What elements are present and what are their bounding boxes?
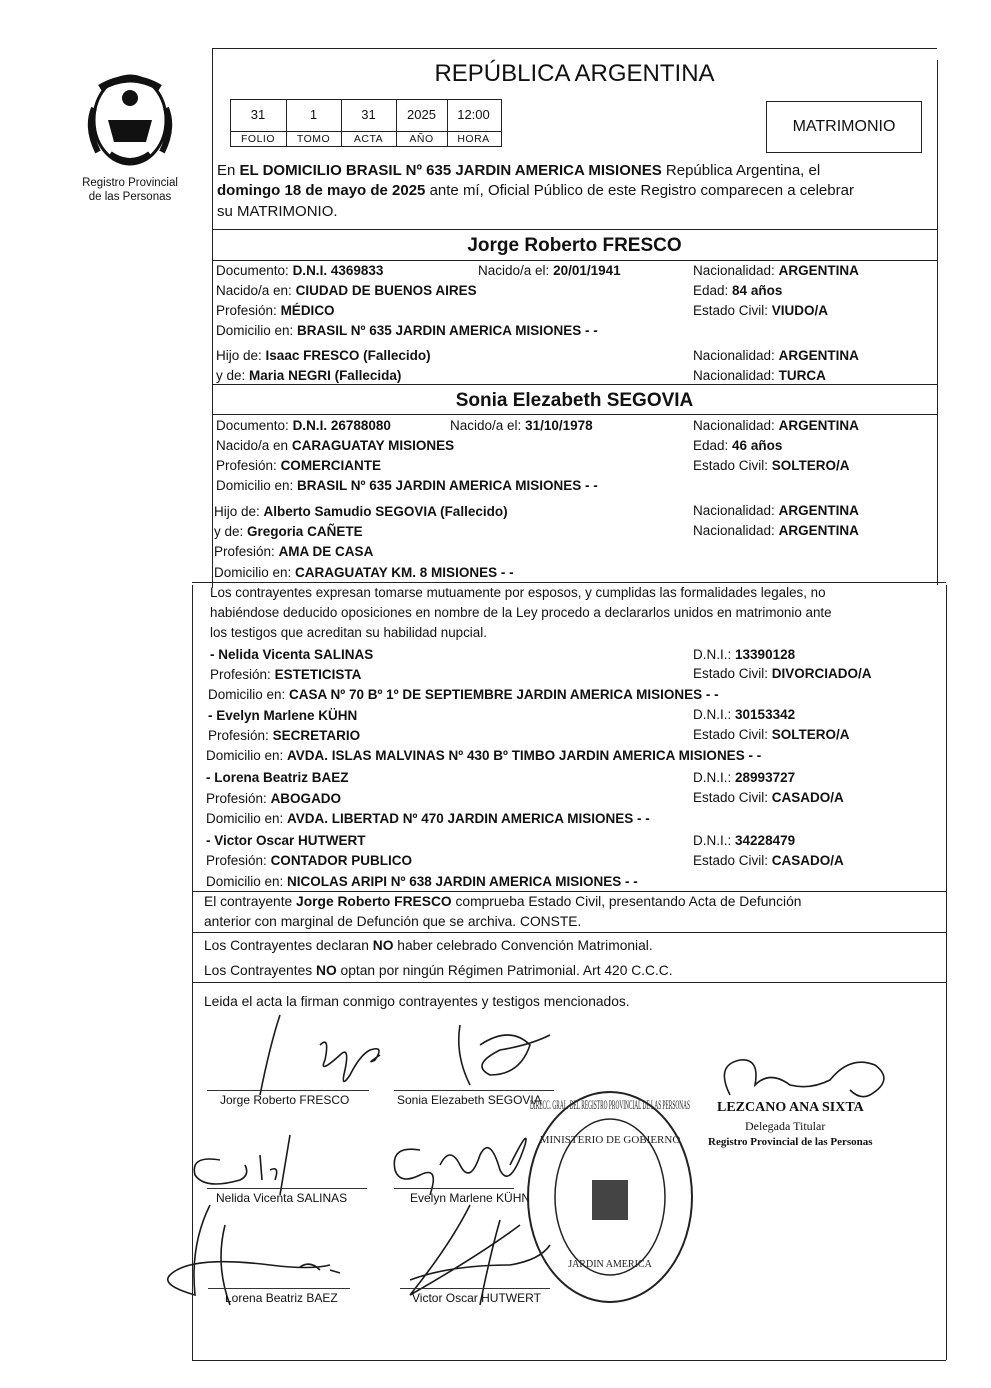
note-estado-civil-1: El contrayente Jorge Roberto FRESCO comprueba Estado Civil, presentando Acta de Defunción <box>204 894 802 909</box>
signature-line <box>394 1188 514 1189</box>
spouse2-name: Sonia Elezabeth SEGOVIA <box>455 390 694 411</box>
spouse2-madre-nac: Nacionalidad: ARGENTINA <box>693 523 859 538</box>
signature-witness2: Evelyn Marlene KÜHN <box>410 1191 531 1205</box>
record-table-divider <box>230 131 501 132</box>
acta-value: 31 <box>361 107 376 122</box>
spouse2-profesion: Profesión: COMERCIANTE <box>216 458 382 473</box>
declaration-line-1: Los contrayentes expresan tomarse mutuamente por esposos, y cumplidas las formalidades legales, no <box>210 585 826 600</box>
official-role: Delegada Titular <box>745 1119 826 1133</box>
note-estado-civil-2: anterior con marginal de Defunción que se archiva. CONSTE. <box>204 914 582 929</box>
frame-left-top <box>212 48 213 588</box>
spouse1-nacido-el: Nacido/a el: 20/01/1941 <box>478 263 621 278</box>
frame-top <box>212 48 937 49</box>
divider <box>192 982 946 983</box>
registry-round-stamp-icon <box>520 1085 700 1310</box>
signature-witness1: Nelida Vicenta SALINAS <box>216 1191 348 1205</box>
witness-4-estado: Estado Civil: CASADO/A <box>693 853 844 868</box>
intro-line-2: domingo 18 de mayo de 2025 ante mí, Oficial Público de este Registro comparecen a celebrar <box>217 182 854 199</box>
divider <box>192 891 946 892</box>
note-convencion: Los Contrayentes declaran NO haber celebrado Convención Matrimonial. <box>204 938 653 953</box>
spouse2-nacido-en: Nacido/a en CARAGUATAY MISIONES <box>216 438 455 453</box>
spouse1-estado: Estado Civil: VIUDO/A <box>693 303 829 318</box>
spouse2-madre: y de: Gregoria CAÑETE <box>214 524 363 539</box>
frame-bottom <box>192 1360 946 1361</box>
spouse2-nacionalidad: Nacionalidad: ARGENTINA <box>693 418 859 433</box>
witness-4-name: - Victor Oscar HUTWERT <box>206 833 366 848</box>
svg-text:MINISTERIO DE GOBIERNO: MINISTERIO DE GOBIERNO <box>539 1134 681 1146</box>
witness-2-name: - Evelyn Marlene KÜHN <box>208 708 358 723</box>
witness-1-prof: Profesión: ESTETICISTA <box>210 667 362 682</box>
spouse1-nacionalidad: Nacionalidad: ARGENTINA <box>693 263 859 278</box>
signature-spouse1: Jorge Roberto FRESCO <box>220 1093 350 1107</box>
divider <box>212 229 937 230</box>
anio-value: 2025 <box>407 107 436 122</box>
spouse1-padre-nac: Nacionalidad: ARGENTINA <box>693 348 859 363</box>
acta-label: ACTA <box>353 133 384 145</box>
witness-2-dom: Domicilio en: AVDA. ISLAS MALVINAS Nº 430 Bº TIMBO JARDIN AMERICA MISIONES - - <box>206 748 762 763</box>
spouse1-padre: Hijo de: Isaac FRESCO (Fallecido) <box>216 348 431 363</box>
divider <box>212 384 937 385</box>
signature-witness4: Victor Oscar HUTWERT <box>412 1291 541 1305</box>
hora-label: HORA <box>457 133 490 145</box>
witness-3-name: - Lorena Beatriz BAEZ <box>206 770 349 785</box>
tomo-label: TOMO <box>296 133 331 145</box>
witness-4-dom: Domicilio en: NICOLAS ARIPI Nº 638 JARDIN AMERICA MISIONES - - <box>206 874 638 889</box>
witness-2-dni: D.N.I.: 30153342 <box>693 707 796 722</box>
spouse1-profesion: Profesión: MÉDICO <box>216 303 335 318</box>
witness-3-dom: Domicilio en: AVDA. LIBERTAD Nº 470 JARDIN AMERICA MISIONES - - <box>206 811 650 826</box>
page-title: REPÚBLICA ARGENTINA <box>434 60 715 87</box>
note-leida: Leida el acta la firman conmigo contrayentes y testigos mencionados. <box>204 994 630 1009</box>
witness-2-estado: Estado Civil: SOLTERO/A <box>693 727 850 742</box>
divider <box>192 582 946 583</box>
witness-3-estado: Estado Civil: CASADO/A <box>693 790 844 805</box>
spouse2-madre-dom: Domicilio en: CARAGUATAY KM. 8 MISIONES - - <box>214 565 514 580</box>
tomo-value: 1 <box>309 107 318 122</box>
witness-1-dni: D.N.I.: 13390128 <box>693 647 796 662</box>
anio-label: AÑO <box>409 133 434 145</box>
spouse2-domicilio: Domicilio en: BRASIL Nº 635 JARDIN AMERICA MISIONES - - <box>216 478 598 493</box>
declaration-line-3: los testigos que acreditan su habilidad nupcial. <box>210 625 487 640</box>
declaration-line-2: habiéndose deducido oposiciones en nombre de la Ley procedo a declararlos unidos en matrimonio ante <box>210 605 832 620</box>
spouse1-domicilio: Domicilio en: BRASIL Nº 635 JARDIN AMERICA MISIONES - - <box>216 323 598 338</box>
witness-1-dom: Domicilio en: CASA Nº 70 Bº 1º DE SEPTIEMBRE JARDIN AMERICA MISIONES - - <box>208 687 719 702</box>
spouse1-madre-nac: Nacionalidad: TURCA <box>693 368 826 383</box>
witness-2-prof: Profesión: SECRETARIO <box>208 728 361 743</box>
svg-text:DIRECC. GRAL. DEL REGISTRO PRO: DIRECC. GRAL. DEL REGISTRO PROVINCIAL DE LAS PERSONAS <box>530 1097 690 1112</box>
folio-value: 31 <box>250 107 266 122</box>
spouse2-edad: Edad: 46 años <box>693 438 783 453</box>
witness-3-dni: D.N.I.: 28993727 <box>693 770 796 785</box>
witness-4-dni: D.N.I.: 34228479 <box>693 833 796 848</box>
spouse1-nacido-en: Nacido/a en: CIUDAD DE BUENOS AIRES <box>216 283 477 298</box>
signature-witness3: Lorena Beatriz BAEZ <box>225 1291 338 1305</box>
folio-label: FOLIO <box>240 133 275 145</box>
signature-line <box>207 1090 369 1091</box>
signature-line <box>208 1288 350 1289</box>
frame-right-top <box>937 60 938 585</box>
spouse2-documento: Documento: D.N.I. 26788080 <box>216 418 391 433</box>
spouse2-madre-prof: Profesión: AMA DE CASA <box>214 544 374 559</box>
registry-label: Registro Provincial de las Personas <box>82 177 178 203</box>
signature-spouse2: Sonia Elezabeth SEGOVIA <box>397 1093 542 1107</box>
spouse2-padre: Hijo de: Alberto Samudio SEGOVIA (Fallecido) <box>214 504 508 519</box>
witness-1-estado: Estado Civil: DIVORCIADO/A <box>693 666 872 681</box>
intro-line-3: su MATRIMONIO. <box>217 203 338 220</box>
spouse2-nacido-el: Nacido/a el: 31/10/1978 <box>450 418 593 433</box>
spouse1-madre: y de: Maria NEGRI (Fallecida) <box>216 368 402 383</box>
divider <box>212 414 937 415</box>
witness-4-prof: Profesión: CONTADOR PUBLICO <box>206 853 413 868</box>
witness-1-name: - Nelida Vicenta SALINAS <box>210 647 374 662</box>
province-seal-icon <box>80 68 180 174</box>
svg-text:JARDIN AMERICA: JARDIN AMERICA <box>568 1259 652 1270</box>
official-name: LEZCANO ANA SIXTA <box>717 1100 864 1115</box>
official-org: Registro Provincial de las Personas <box>708 1136 873 1148</box>
spouse1-name: Jorge Roberto FRESCO <box>467 235 682 256</box>
intro-line-1: En EL DOMICILIO BRASIL Nº 635 JARDIN AMERICA MISIONES República Argentina, el <box>217 162 821 179</box>
divider <box>212 260 937 261</box>
spouse1-documento: Documento: D.N.I. 4369833 <box>216 263 384 278</box>
signature-line <box>207 1188 367 1189</box>
hora-value: 12:00 <box>457 107 490 122</box>
spouse2-estado: Estado Civil: SOLTERO/A <box>693 458 850 473</box>
witness-3-prof: Profesión: ABOGADO <box>206 791 342 806</box>
record-type: MATRIMONIO <box>792 118 896 135</box>
divider <box>192 932 946 933</box>
frame-right-bottom <box>946 585 947 1360</box>
note-regimen: Los Contrayentes NO optan por ningún Régimen Patrimonial. Art 420 C.C.C. <box>204 963 673 978</box>
spouse2-padre-nac: Nacionalidad: ARGENTINA <box>693 503 859 518</box>
spouse1-edad: Edad: 84 años <box>693 283 783 298</box>
